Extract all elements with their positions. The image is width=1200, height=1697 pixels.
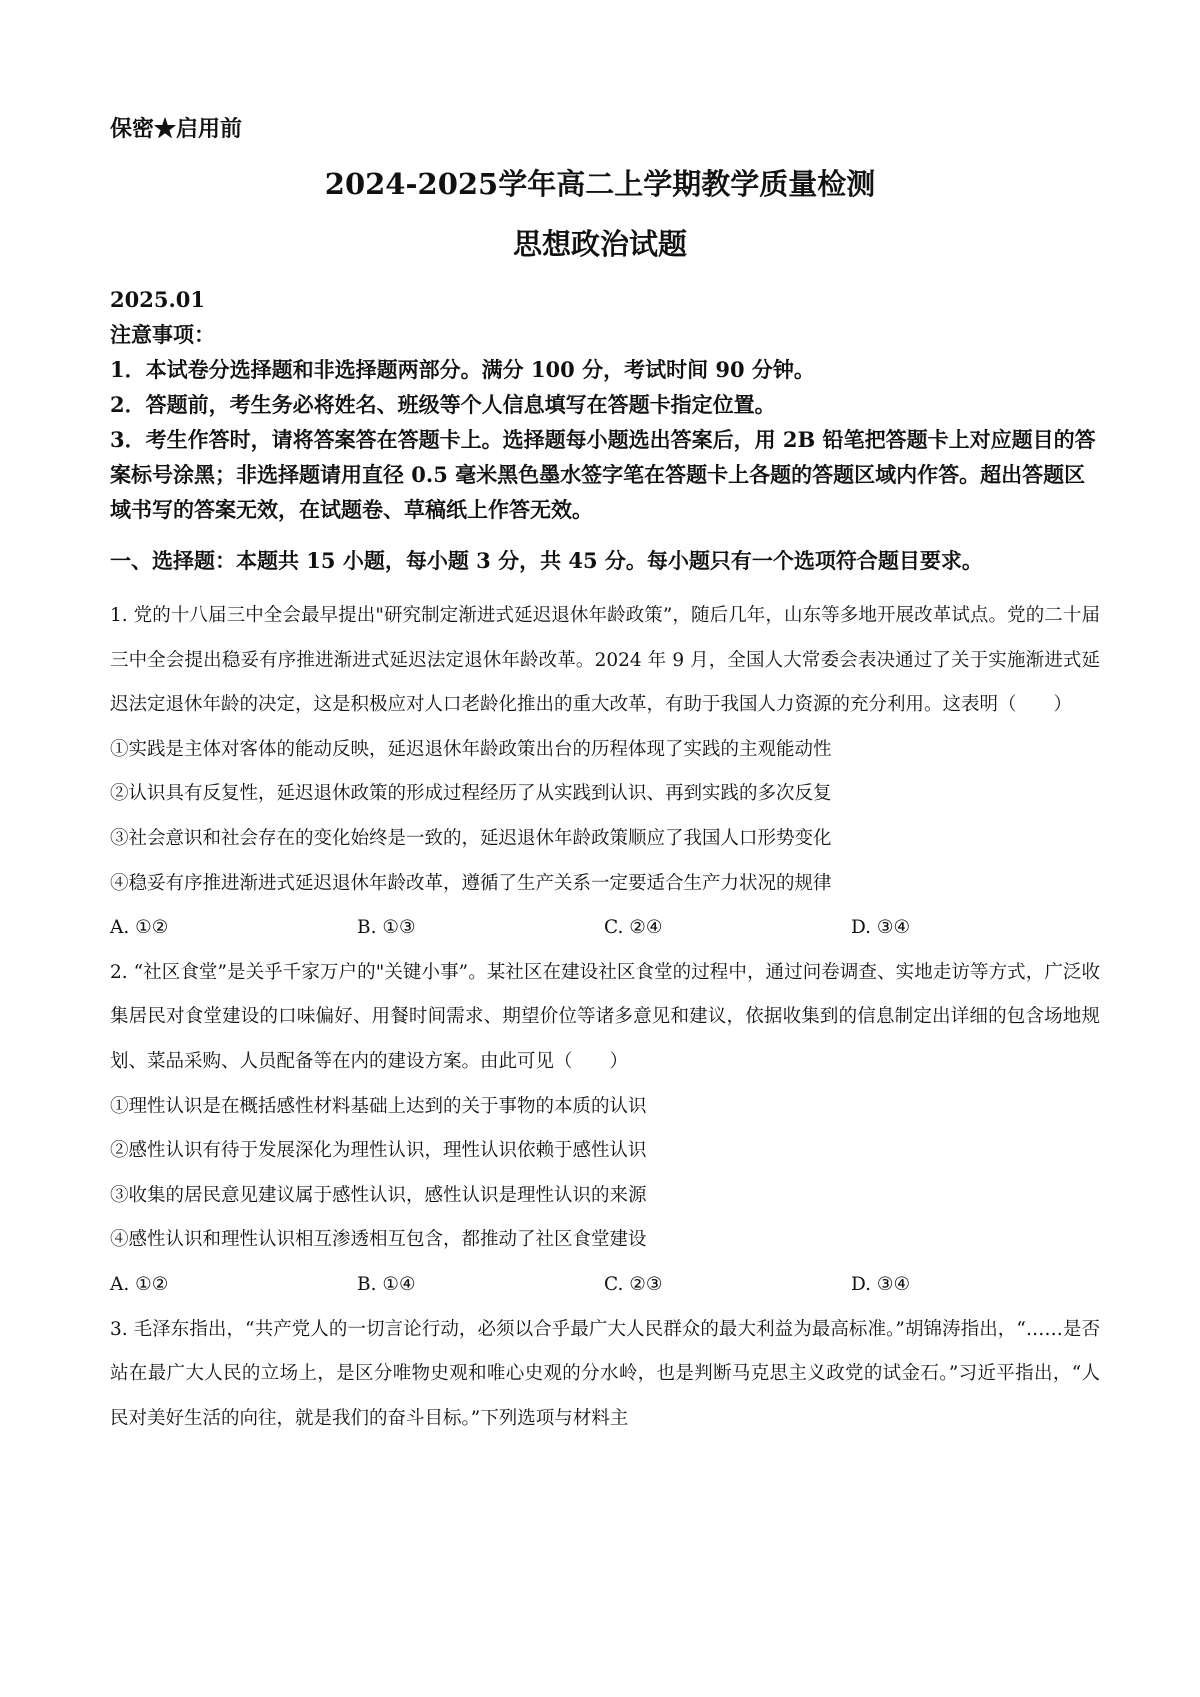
- answer-options: [110, 906, 1100, 951]
- statement-item: ③社会意识和社会存在的变化始终是一致的，延迟退休年龄政策顺应了我国人口形势变化: [110, 827, 832, 849]
- question-stem: 2. “社区食堂”是关乎千家万户的"关键小事”。某社区在建设社区食堂的过程中，通过问卷调查、实地走访等方式，广泛收集居民对食堂建设的口味偏好、用餐时间需求、期望价位等诸多意见和建议，依据收集到的信息制定出详细的包含场地规划、菜品采购、人员配备等在内的建设方案。由此可见（ ）: [110, 961, 1100, 1072]
- statement-item: ①理性认识是在概括感性材料基础上达到的关于事物的本质的认识: [110, 1095, 647, 1117]
- option-c: C. ②③: [604, 1273, 663, 1295]
- notice-heading: 注意事项：: [110, 322, 215, 347]
- question-stem: 3. 毛泽东指出，“共产党人的一切言论行动，必须以合乎最广大人民群众的最大利益为最高标准。”胡锦涛指出，“……是否站在最广大人民的立场上，是区分唯物史观和唯心史观的分水岭，也是判断马克思主义政党的试金石。”习近平指出，“人民对美好生活的向往，就是我们的奋斗目标。”下列选项与材料主: [110, 1318, 1100, 1429]
- option-d: D. ③④: [851, 917, 911, 939]
- answer-options: [110, 1263, 1100, 1308]
- question-2: [110, 951, 1100, 1308]
- question-1: [110, 594, 1100, 951]
- statement-item: ①实践是主体对客体的能动反映，延迟退休年龄政策出台的历程体现了实践的主观能动性: [110, 738, 832, 760]
- exam-title: 2024-2025学年高二上学期教学质量检测: [324, 167, 876, 201]
- option-d: D. ③④: [851, 1273, 911, 1295]
- statement-item: ④感性认识和理性认识相互渗透相互包含，都推动了社区食堂建设: [110, 1229, 647, 1251]
- statement-item: ②感性认识有待于发展深化为理性认识，理性认识依赖于感性认识: [110, 1140, 647, 1162]
- question-list: [110, 594, 1100, 1441]
- question-3: [110, 1308, 1100, 1442]
- statement-item: ④稳妥有序推进渐进式延迟退休年龄改革，遵循了生产关系一定要适合生产力状况的规律: [110, 872, 832, 894]
- option-c: C. ②④: [604, 917, 663, 939]
- option-a: A. ①②: [110, 1273, 169, 1295]
- statement-item: ②认识具有反复性，延迟退休政策的形成过程经历了从实践到认识、再到实践的多次反复: [110, 783, 832, 805]
- option-b: B. ①④: [357, 1273, 416, 1295]
- question-stem: 1. 党的十八届三中全会最早提出"研究制定渐进式延迟退休年龄政策”，随后几年，山东等多地开展改革试点。党的二十届三中全会提出稳妥有序推进渐进式延迟法定退休年龄改革。2024 年 9 月，全国人大常委会表决通过了关于实施渐进式延迟法定退休年龄的决定，这是积极应对人口老龄化推出的重大改革，有助于我国人力资源的充分利用。这表明（ ）: [110, 605, 1100, 716]
- exam-subtitle: 思想政治试题: [512, 227, 687, 261]
- section-title: 一、选择题：本题共 15 小题，每小题 3 分，共 45 分。每小题只有一个选项符合题目要求。: [110, 548, 983, 573]
- notice-block: [110, 317, 1100, 527]
- notice-item: 3．考生作答时，请将答案答在答题卡上。选择题每小题选出答案后，用 2B 铅笔把答题卡上对应题目的答案标号涂黑；非选择题请用直径 0.5 毫米黑色墨水签字笔在答题卡上各题的答题区域内作答。超出答题区域书写的答案无效，在试题卷、草稿纸上作答无效。: [110, 427, 1096, 522]
- notice-item: 1．本试卷分选择题和非选择题两部分。满分 100 分，考试时间 90 分钟。: [110, 357, 815, 382]
- notice-item: 2．答题前，考生务必将姓名、班级等个人信息填写在答题卡指定位置。: [110, 392, 776, 417]
- option-a: A. ①②: [110, 917, 169, 939]
- option-b: B. ①③: [357, 917, 416, 939]
- exam-date: 2025.01: [110, 287, 205, 312]
- statement-item: ③收集的居民意见建议属于感性认识，感性认识是理性认识的来源: [110, 1184, 647, 1206]
- confidential-label: 保密★启用前: [110, 116, 243, 142]
